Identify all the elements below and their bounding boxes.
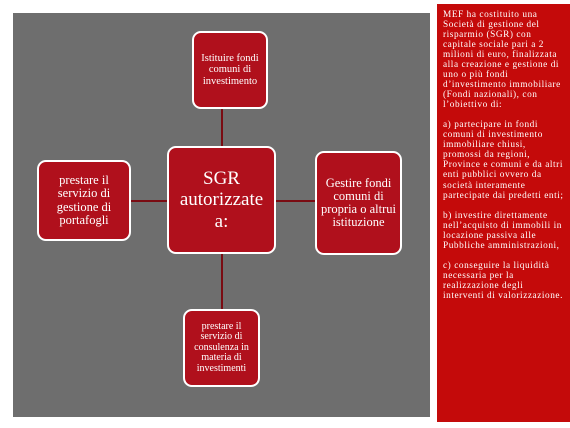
sidebar-paragraph-c: c) conseguire la liquidità necessaria per la realizzazione degli interventi di valorizzazione. <box>443 260 563 301</box>
node-gestione-portafogli-label: prestare il servizio di gestione di portafogli <box>56 173 112 227</box>
node-sgr-autorizzate <box>167 146 276 254</box>
radial-diagram <box>13 13 430 417</box>
node-gestire-fondi-label: Gestire fondi comuni di propria o altrui istituzione <box>321 175 396 230</box>
node-consulenza-label: prestare il servizio di consulenza in materia di investimenti <box>194 320 249 374</box>
node-istituire-fondi-label: Istituire fondi comuni di investimento <box>201 53 259 87</box>
node-consulenza <box>183 309 260 387</box>
sidebar-paragraph-intro: MEF ha costituito una Società di gestione del risparmio (SGR) con capitale sociale pari a 2 milioni di euro, finalizzata alla creazione e gestione di uno o più fondi d’investimento immobiliare (Fondi nazionali), con l’obiettivo di: <box>443 10 561 111</box>
sidebar-paragraph-b: b) investire direttamente nell’acquisto di immobili in locazione passiva alle Pubbliche amministrazioni, <box>443 210 562 251</box>
node-gestire-fondi <box>315 151 402 255</box>
sidebar-text-panel <box>437 4 570 422</box>
node-istituire-fondi <box>192 31 268 109</box>
sidebar-paragraph-a: a) partecipare in fondi comuni di investimento immobiliare chiusi, promossi da regioni, Province e comuni e da altri enti pubblici ovvero da società interamente partecipate dai predetti enti; <box>443 120 564 201</box>
node-gestione-portafogli <box>37 160 131 241</box>
node-sgr-autorizzate-label: SGR autorizzate a: <box>179 168 264 232</box>
